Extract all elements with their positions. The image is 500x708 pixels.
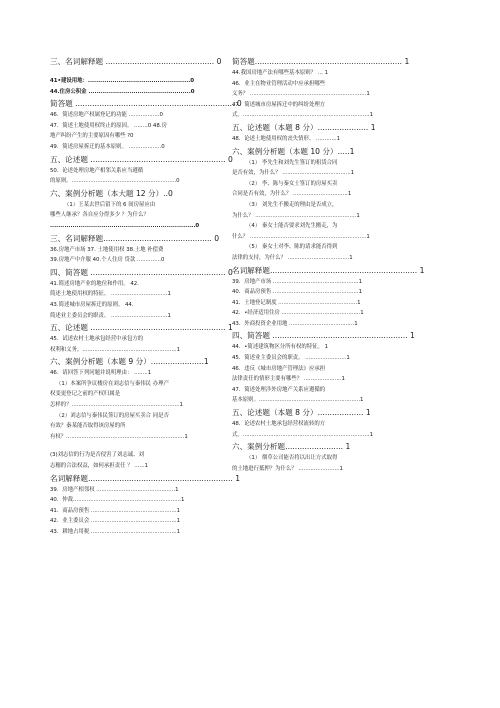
toc-entry: 简述土地使用权的特征。 .................................1: [50, 291, 171, 298]
toc-entry: 义务？ ....................................................................1: [232, 91, 370, 98]
toc-entry: 46．简述房地产权属登记的功能 ..................0: [50, 112, 163, 119]
toc-entry: 46．请回答下列问题并说明理由： ........1: [50, 370, 152, 377]
toc-entry: 志穗的合法权益，如何承担责任 ？ ......1: [50, 463, 148, 470]
toc-entry: 式。..........................................................................1: [232, 431, 374, 438]
toc-section-heading: 六、案例分析题（本题 10 分）.....1: [232, 146, 355, 156]
toc-entry: 简述业主委员会的职责。 .................................1: [50, 312, 171, 319]
toc-section-heading: 六、案例分析题（本题 9 分）......................1: [50, 357, 209, 367]
toc-entry: 40．仲裁...............................................................1: [50, 497, 185, 504]
toc-section-heading: 三、名词解释题 ............................................. 0: [50, 57, 222, 66]
toc-entry: 50．论述处理房地产相邻关系应当遵循: [50, 167, 144, 174]
spacer: [50, 442, 220, 450]
toc-entry: 48．论述土地使用权的丧失情形。 ............1: [232, 135, 341, 142]
toc-entry: .......................................................................0: [50, 222, 200, 229]
toc-entry: 基本原则。...........................................................1: [232, 397, 364, 404]
toc-entry: 44.我国房地产法有哪些基本原则？ ... 1: [232, 70, 329, 76]
toc-entry: 为什么？ ...........................................................1: [232, 212, 360, 219]
toc-entry: 45．简述业主委员会的职责。 ........................1: [232, 355, 350, 362]
toc-entry: 有权？.....................................................................1: [50, 433, 188, 440]
toc-section-heading: 三、名词解释题............................................. 0: [50, 233, 220, 243]
toc-section-heading: 四、简答题 ........................................................ 1: [232, 331, 415, 341]
toc-entry: 43.简述城市房屋拆迁的原则。 44.: [50, 301, 134, 308]
toc-entry: 哪些人继承？各自应分得多少 ？为什么？: [50, 212, 149, 219]
toc-entry: 权利和义务。.......................................................1: [50, 346, 181, 353]
toc-entry: (3)刘志信的行为是否侵害了刘志诚、刘: [50, 452, 144, 459]
toc-section-heading: 四、简答题 ........................................................ 0: [50, 267, 233, 277]
toc-entry: 36.房地产市场 37. 土地使用权 38.土地 补偿费: [50, 246, 164, 253]
toc-entry: 41．商品房预售 ..................................................1: [50, 507, 181, 514]
toc-right-column: [232, 55, 425, 474]
toc-section-heading: 简答题 .................................................................. 0: [50, 99, 242, 109]
spacer: [50, 68, 220, 76]
toc-entry: 47．简述城市房屋拆迁中的纠纷处理方: [232, 101, 326, 108]
toc-entry: 42．业主委员会 ..................................................1: [50, 518, 181, 525]
toc-entry: 41.简述房地产业的地位和作用。 42.: [50, 280, 139, 287]
toc-entry: （1） 李先生和刘先生签订的租赁合同: [246, 159, 338, 166]
toc-entry: 法律责任的情形主要有哪些？ ......................1: [232, 376, 345, 383]
toc-entry: （1）本案所争议楼房在刘志信与秦伟民 办理产: [56, 380, 169, 387]
toc-entry: 44．•简述建筑物区分所有权的特征。 1: [232, 344, 329, 351]
toc-section-heading: 简答题............................................................. 1: [232, 57, 410, 66]
toc-section-heading: 五、论述题 ........................................................ 0: [50, 154, 233, 164]
toc-entry: 什么？ ....................................................................1: [232, 233, 370, 240]
toc-entry: 43．外商投资企业用地 ......................................1: [232, 320, 358, 327]
toc-entry: 44.住房公积金 ..................................................0: [50, 88, 195, 95]
toc-entry: 47．简述土地使用权终止的原因。 ........0 48.房: [50, 122, 167, 129]
toc-entry: （5） 秦女士对李、陈的请求能否得到: [246, 244, 338, 251]
toc-left-column: [50, 55, 242, 538]
toc-entry: 39.房地产中介服 40.个人住房 贷款 ..............0: [50, 257, 165, 264]
toc-entry: （2） 李、陈与秦女士签订的房屋买卖: [246, 180, 338, 187]
toc-entry: 45．试述农村土地承包经营中承包方的: [50, 336, 144, 343]
toc-entry: 权变更登记之前的产权归属是: [50, 391, 121, 398]
toc-entry: 40．商品房预售 ..................................................1: [232, 289, 363, 296]
toc-entry: （4） 秦女士能否要求刘先生搬走，为: [246, 223, 338, 230]
toc-entry: 39．房地产市场 ..................................................1: [232, 278, 363, 285]
toc-section-heading: 五、论述题（本题 8 分）................... 1: [232, 408, 371, 418]
toc-entry: 39．房地产相邻权 ..............................................1: [50, 486, 179, 493]
toc-entry: 怎样的？...............................................................1: [50, 402, 183, 409]
toc-entry: 的原则。.............................................................0: [50, 178, 180, 185]
toc-section-heading: 六、案例分析题（本大题 12 分）..0: [50, 188, 173, 198]
toc-entry: 合同是否有效，为什么？ ................................1: [232, 191, 352, 198]
toc-entry: 47．简述处理涉外房地产关系应遵循的: [232, 386, 326, 393]
toc-entry: 46．违反《城市房地产管理法》应承担: [232, 365, 326, 372]
toc-entry: 49．简述房屋拆迁的基本原则。 ...................0: [50, 143, 165, 150]
toc-entry: 式。..........................................................................1: [232, 112, 374, 119]
toc-entry: 法律的支持，为什么？ ....................................1: [232, 254, 353, 261]
toc-entry: 地产纠纷产生的主要原因有哪些 ?0: [50, 133, 134, 140]
toc-entry: 有效？秦某能否取得该房屋的所: [50, 423, 126, 430]
toc-entry: 42．•经济适用住房 ..............................................1: [232, 310, 364, 317]
toc-entry: 的土地进行抵押？为什么？ ........................1: [232, 465, 343, 472]
toc-entry: 41•建设用地：..................................................0: [50, 78, 195, 84]
toc-section-heading: 六、案例分析题........................ 1: [232, 442, 351, 452]
toc-entry: 46．业主在物业管理活动中应承担哪些: [232, 80, 326, 87]
toc-section-heading: 五、论述题 ........................................................ 1: [50, 323, 233, 333]
toc-entry: 41．土地登记制度 ..............................................1: [232, 299, 361, 306]
toc-section-heading: 名词解释题............................................................. 1: [232, 265, 425, 275]
toc-entry: （3） 刘先生不搬走的理由是否成立，: [246, 201, 338, 208]
toc-entry: （2）刘志信与秦伟民签订的房屋买卖合 同是否: [56, 412, 169, 419]
toc-entry: （1）王某去世后留下的 6 间房屋应由: [64, 201, 156, 208]
toc-entry: 48．论述农村土地承包经营权流转的方: [232, 421, 326, 428]
toc-entry: 43．耕地占用税 ..................................................1: [50, 529, 181, 535]
toc-entry: （1） 烟草公司能否将以出让方式取得: [246, 455, 338, 462]
toc-section-heading: 名词解释题............................................................ 1: [50, 473, 241, 483]
toc-entry: 是否有效，为什么？ ........................................1: [232, 170, 355, 177]
toc-section-heading: 五、论述题（本题 8 分）..................... 1: [232, 122, 376, 132]
